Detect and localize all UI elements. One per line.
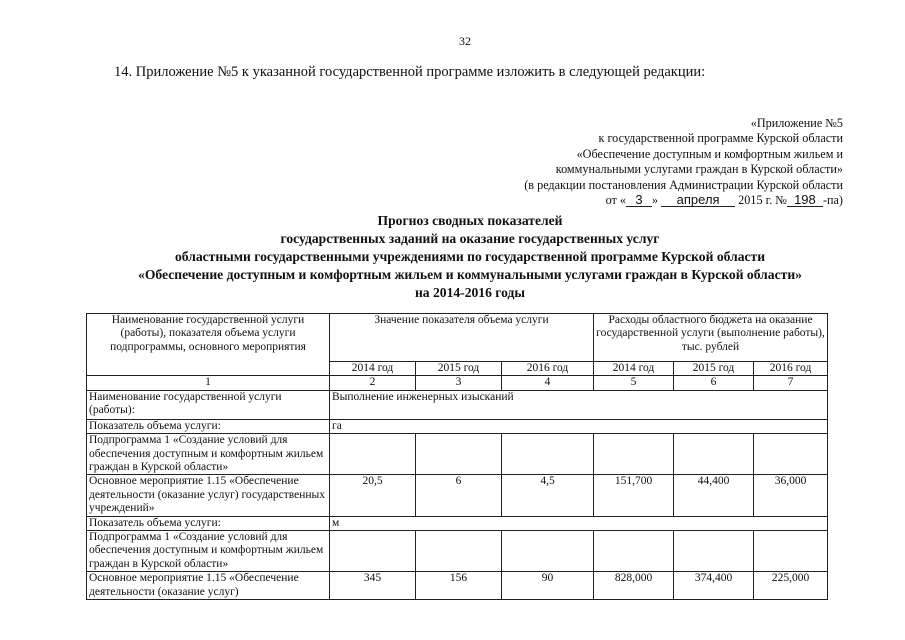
service-label: Наименование государственной услуги (работы): xyxy=(87,390,330,419)
year-cell: 2016 год xyxy=(754,362,828,376)
appendix-line-3: «Обеспечение доступным и комфортным жильем и xyxy=(576,146,843,161)
table-row xyxy=(87,419,828,433)
value-cell: 374,400 xyxy=(674,572,754,600)
title-line-3: областными государственными учреждениями по государственной программе Курской области xyxy=(174,249,766,264)
table-header-row xyxy=(87,314,828,362)
col-number: 1 xyxy=(87,376,330,390)
year-cell: 2014 год xyxy=(594,362,674,376)
value-cell: 345 xyxy=(330,572,416,600)
subprogram-label: Подпрограмма 1 «Создание условий для обеспечения доступным и комфортным жильем граждан в Курской области» xyxy=(87,531,330,572)
date-year: 2015 г. № xyxy=(738,193,787,208)
col-number: 3 xyxy=(416,376,502,390)
value-cell: 156 xyxy=(416,572,502,600)
table-row xyxy=(87,516,828,530)
header-expenses: Расходы областного бюджета на оказание государственной услуги (выполнение работы), тыс. рублей xyxy=(594,314,828,362)
date-month-handwritten: апреля xyxy=(661,194,735,207)
date-day-handwritten: 3 xyxy=(626,194,652,207)
date-prefix: от « xyxy=(605,193,626,208)
subprogram-label: Подпрограмма 1 «Создание условий для обеспечения доступным и комфортным жильем граждан в Курской области» xyxy=(87,434,330,475)
value-cell: 151,700 xyxy=(594,475,674,516)
year-cell: 2014 год xyxy=(330,362,416,376)
indicator-unit: га xyxy=(330,419,828,433)
table-colnum-row xyxy=(87,376,828,390)
title-line-1: Прогноз сводных показателей xyxy=(377,213,563,228)
table-row xyxy=(87,572,828,600)
table-row xyxy=(87,475,828,516)
doc-number-suffix: -па) xyxy=(822,193,843,208)
value-cell: 828,000 xyxy=(594,572,674,600)
year-cell: 2015 год xyxy=(416,362,502,376)
measure-label: Основное мероприятие 1.15 «Обеспечение деятельности (оказание услуг) государственных учреждений» xyxy=(87,475,330,516)
intro-paragraph: 14. Приложение №5 к указанной государственной программе изложить в следующей редакции: xyxy=(114,64,706,80)
forecast-table xyxy=(86,313,828,600)
doc-number-handwritten: 198 xyxy=(787,194,823,207)
value-cell: 44,400 xyxy=(674,475,754,516)
date-quote-close: » xyxy=(651,193,659,208)
service-value: Выполнение инженерных изысканий xyxy=(330,390,828,419)
indicator-unit: м xyxy=(330,516,828,530)
header-name: Наименование государственной услуги (работы), показателя объема услуги подпрограммы, основного мероприятия xyxy=(87,314,330,376)
col-number: 2 xyxy=(330,376,416,390)
title-line-4: «Обеспечение доступным и комфортным жильем и коммунальными услугами граждан в Курской области» xyxy=(138,267,802,282)
appendix-date-line xyxy=(524,193,843,208)
indicator-label: Показатель объема услуги: xyxy=(87,516,330,530)
col-number: 7 xyxy=(754,376,828,390)
col-number: 4 xyxy=(502,376,594,390)
appendix-line-4: коммунальными услугами граждан в Курской области» xyxy=(555,162,843,177)
measure-label: Основное мероприятие 1.15 «Обеспечение деятельности (оказание услуг) xyxy=(87,572,330,600)
appendix-line-5: (в редакции постановления Администрации Курской области xyxy=(524,177,843,192)
appendix-line-1: «Приложение №5 xyxy=(750,116,843,130)
header-volume: Значение показателя объема услуги xyxy=(330,314,594,362)
value-cell: 36,000 xyxy=(754,475,828,516)
title-line-5: на 2014-2016 годы xyxy=(414,285,526,300)
year-cell: 2016 год xyxy=(502,362,594,376)
document-title xyxy=(70,212,870,302)
page-number: 32 xyxy=(459,34,471,48)
title-line-2: государственных заданий на оказание государственных услуг xyxy=(280,231,660,246)
indicator-label: Показатель объема услуги: xyxy=(87,419,330,433)
value-cell: 20,5 xyxy=(330,475,416,516)
table-row xyxy=(87,434,828,475)
value-cell: 6 xyxy=(416,475,502,516)
value-cell: 90 xyxy=(502,572,594,600)
year-cell: 2015 год xyxy=(674,362,754,376)
appendix-line-2: к государственной программе Курской области xyxy=(598,131,843,146)
table-row xyxy=(87,390,828,419)
col-number: 5 xyxy=(594,376,674,390)
value-cell: 4,5 xyxy=(502,475,594,516)
col-number: 6 xyxy=(674,376,754,390)
appendix-header xyxy=(524,116,843,208)
table-row xyxy=(87,531,828,572)
value-cell: 225,000 xyxy=(754,572,828,600)
